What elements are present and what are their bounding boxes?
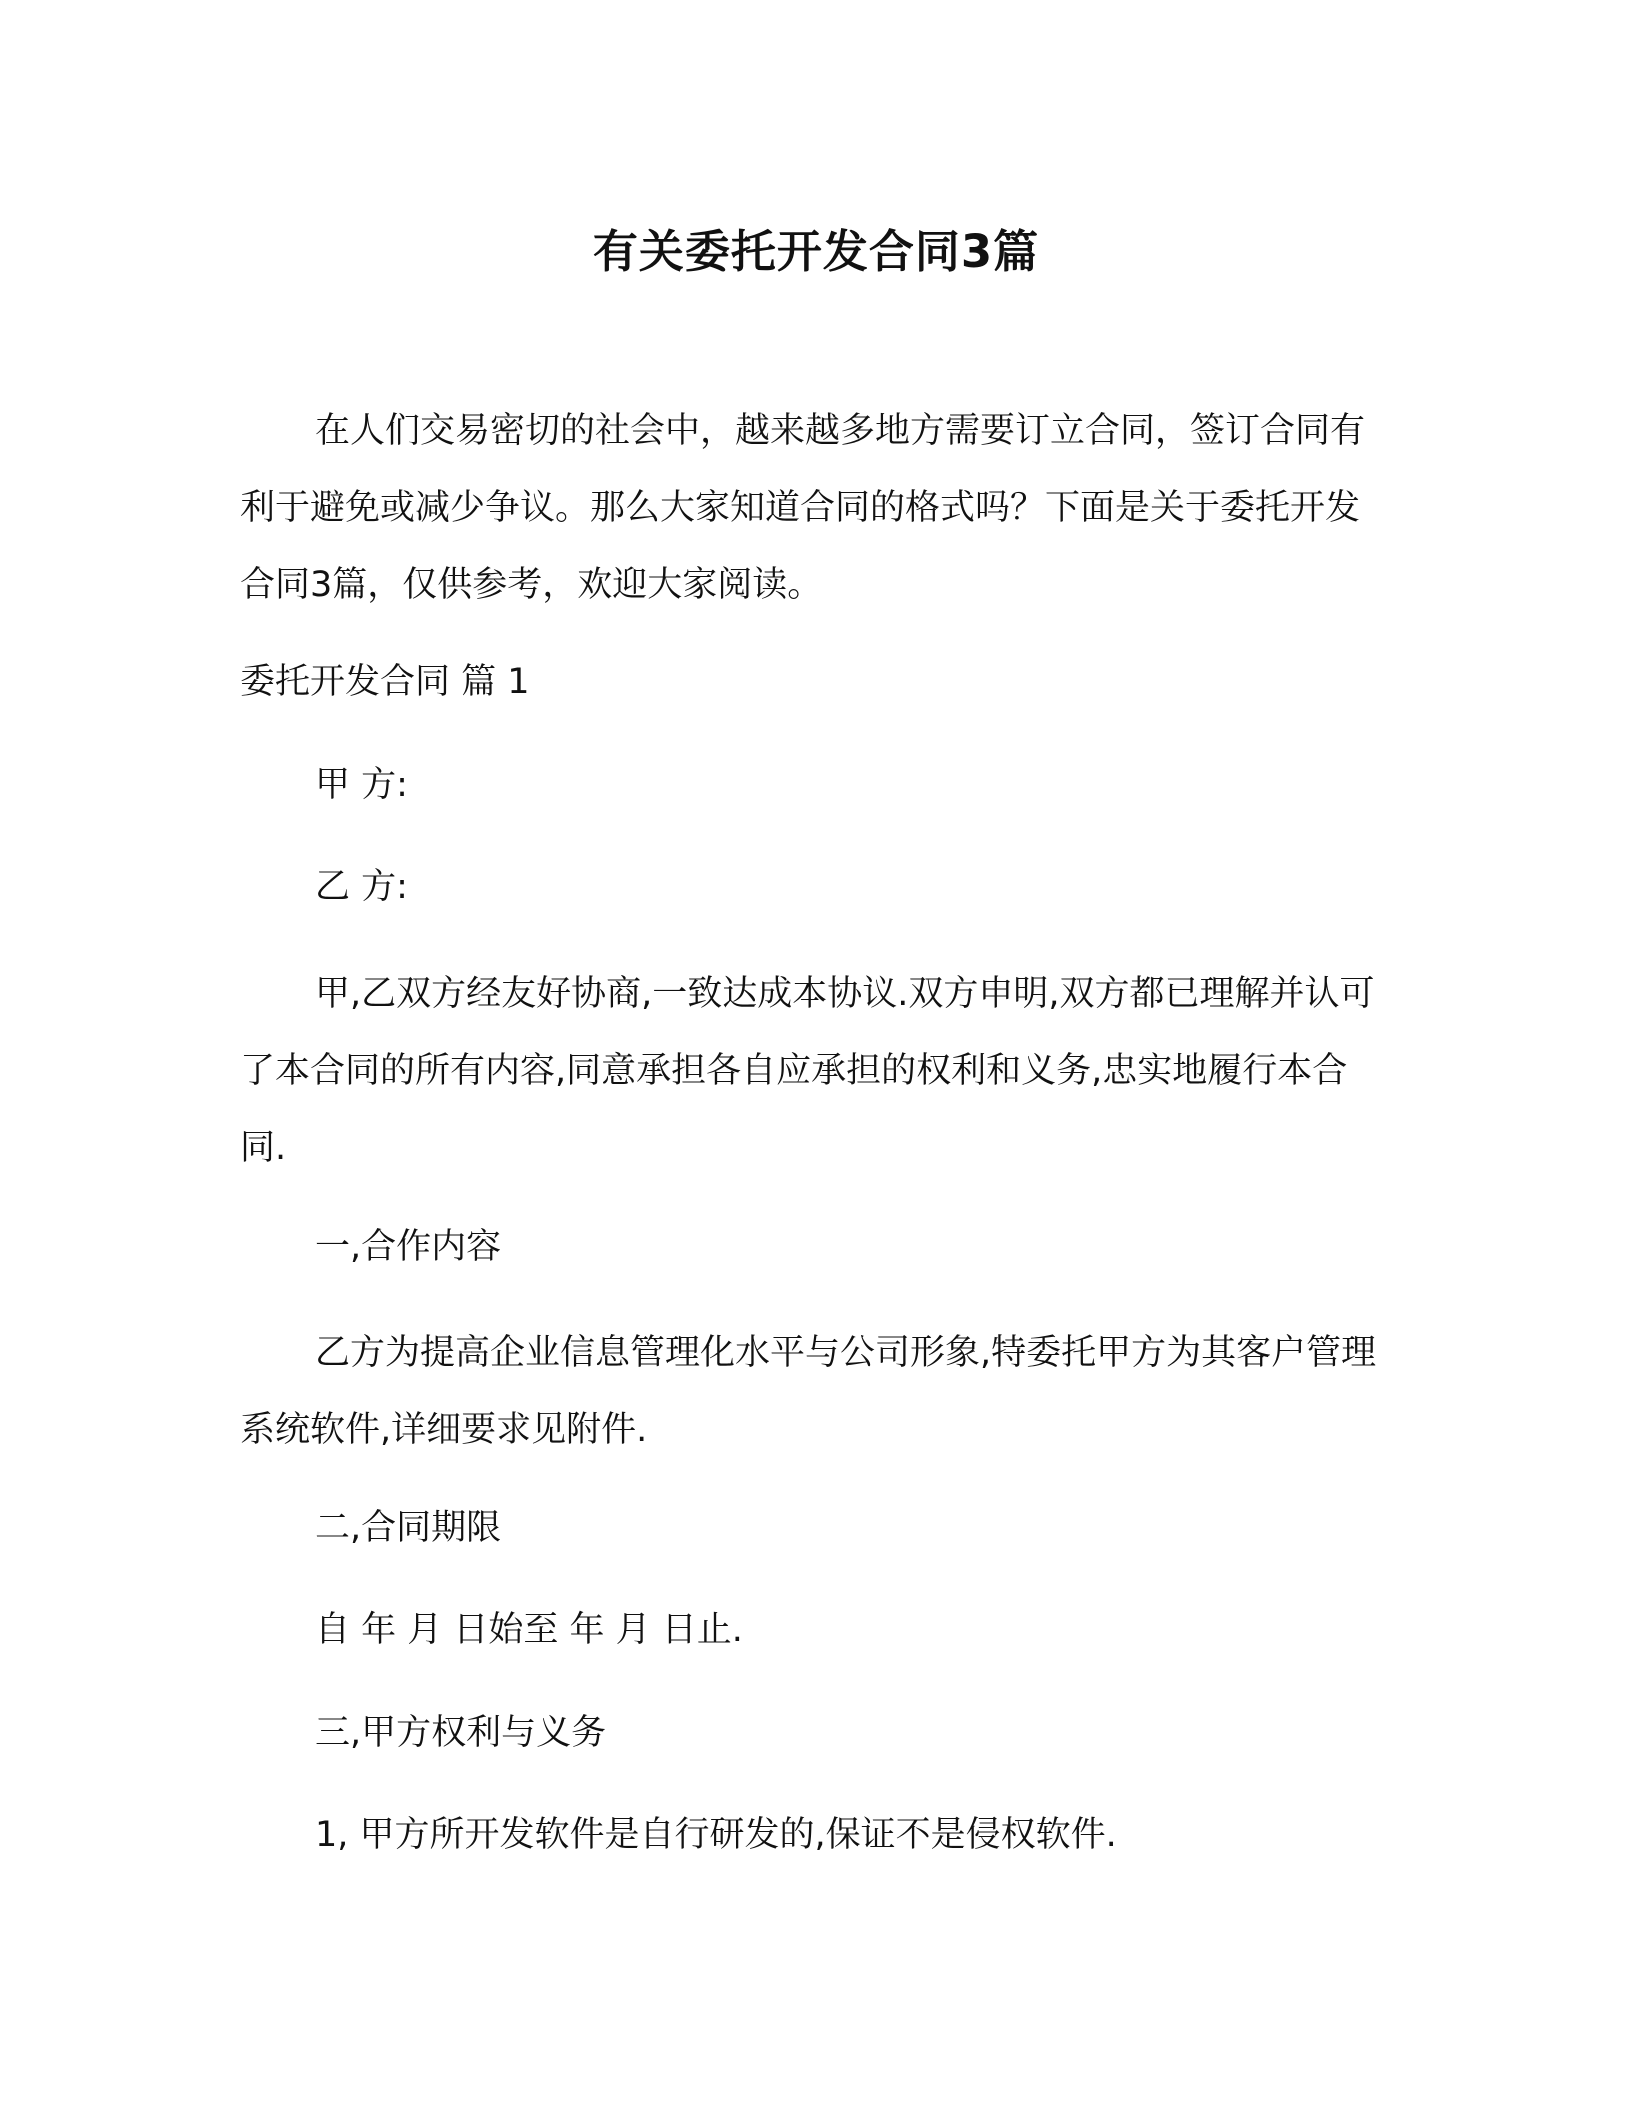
clause-3-item-1: 1, 甲方所开发软件是自行研发的,保证不是侵权软件. [315, 1815, 1117, 1855]
party-b-label: 乙 方: [315, 867, 408, 907]
clause-3-title: 三,甲方权利与义务 [315, 1713, 607, 1753]
clause-1-title: 一,合作内容 [315, 1227, 502, 1267]
party-a-label: 甲 方: [315, 765, 408, 805]
clause-1-body: 乙方为提高企业信息管理化水平与公司形象,特委托甲方为其客户管理系统软件,详细要求见附件. [240, 1333, 1377, 1450]
section-heading: 委托开发合同 篇 1 [240, 662, 530, 702]
document-title: 有关委托开发合同3篇 [592, 225, 1040, 278]
intro-paragraph: 在人们交易密切的社会中，越来越多地方需要订立合同，签订合同有利于避免或减少争议。那么大家知道合同的格式吗？下面是关于委托开发合同3篇，仅供参考，欢迎大家阅读。 [240, 411, 1366, 605]
clause-2-body: 自 年 月 日始至 年 月 日止. [315, 1610, 743, 1650]
agreement-paragraph: 甲,乙双方经友好协商,一致达成本协议.双方申明,双方都已理解并认可了本合同的所有内容,同意承担各自应承担的权利和义务,忠实地履行本合同. [240, 974, 1375, 1168]
clause-2-title: 二,合同期限 [315, 1508, 502, 1548]
